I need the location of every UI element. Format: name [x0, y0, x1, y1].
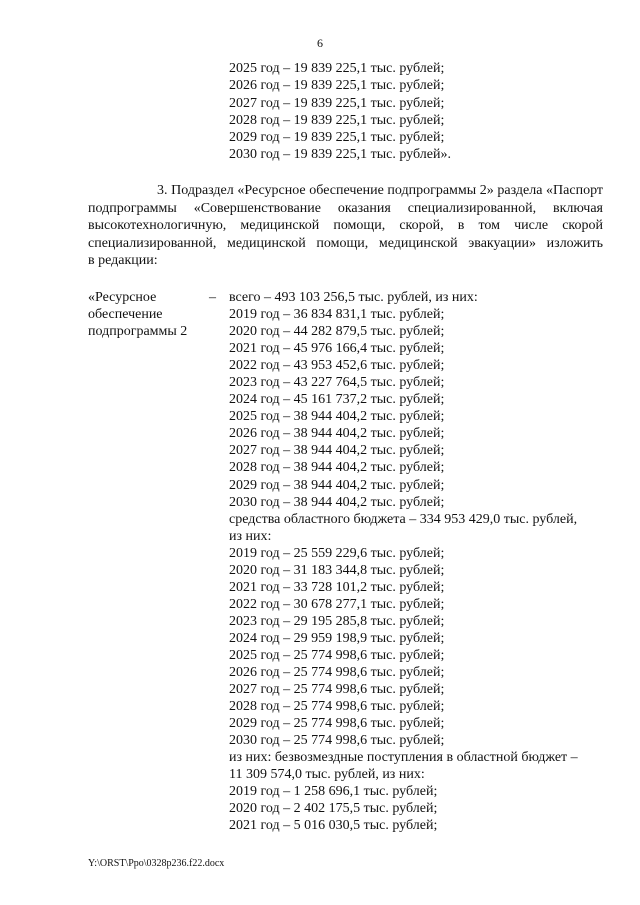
value-line: 2022 год – 30 678 277,1 тыс. рублей;	[229, 596, 445, 612]
paragraph-line: в редакции:	[88, 253, 158, 269]
value-line: 2019 год – 1 258 696,1 тыс. рублей;	[229, 784, 438, 800]
year-line: 2025 год – 19 839 225,1 тыс. рублей;	[229, 61, 445, 76]
value-line: 2020 год – 44 282 879,5 тыс. рублей;	[229, 324, 445, 340]
value-line: 2020 год – 2 402 175,5 тыс. рублей;	[229, 801, 438, 817]
value-line: 2025 год – 25 774 998,6 тыс. рублей;	[229, 647, 445, 663]
resource-values	[229, 289, 578, 835]
paragraph-line: 3. Подраздел «Ресурсное обеспечение подпрограммы 2» раздела «Паспорт	[157, 183, 603, 198]
value-line: 2021 год – 33 728 101,2 тыс. рублей;	[229, 579, 445, 595]
value-line: 2029 год – 38 944 404,2 тыс. рублей;	[229, 477, 445, 493]
value-line: из них: безвозмездные поступления в областной бюджет –	[229, 750, 578, 766]
value-line: 2028 год – 38 944 404,2 тыс. рублей;	[229, 460, 445, 476]
year-line: 2030 год – 19 839 225,1 тыс. рублей».	[229, 147, 451, 163]
value-line: 2020 год – 31 183 344,8 тыс. рублей;	[229, 562, 445, 578]
section-paragraph	[88, 182, 603, 270]
value-line: 2030 год – 38 944 404,2 тыс. рублей;	[229, 494, 445, 510]
value-line: 2029 год – 25 774 998,6 тыс. рублей;	[229, 716, 445, 732]
paragraph-line: подпрограммы «Совершенствование оказания специализированной, включая	[88, 200, 603, 216]
value-line: 2021 год – 45 976 166,4 тыс. рублей;	[229, 341, 445, 357]
resource-label	[88, 289, 187, 340]
value-line: 2026 год – 25 774 998,6 тыс. рублей;	[229, 665, 445, 681]
value-line: 2028 год – 25 774 998,6 тыс. рублей;	[229, 699, 445, 715]
value-line: 2023 год – 29 195 285,8 тыс. рублей;	[229, 613, 445, 629]
year-line: 2029 год – 19 839 225,1 тыс. рублей;	[229, 130, 445, 146]
top-year-list	[229, 60, 451, 164]
value-line: 2027 год – 25 774 998,6 тыс. рублей;	[229, 682, 445, 698]
value-line: 2024 год – 29 959 198,9 тыс. рублей;	[229, 630, 445, 646]
file-path-footer: Y:\ORST\Ppo\0328p236.f22.docx	[88, 858, 225, 869]
value-line: 11 309 574,0 тыс. рублей, из них:	[229, 767, 425, 783]
value-line: 2024 год – 45 161 737,2 тыс. рублей;	[229, 392, 445, 408]
value-line: 2019 год – 25 559 229,6 тыс. рублей;	[229, 545, 445, 561]
page-number: 6	[317, 36, 323, 50]
value-line: средства областного бюджета – 334 953 429,0 тыс. рублей,	[229, 511, 578, 527]
value-line: 2030 год – 25 774 998,6 тыс. рублей;	[229, 733, 445, 749]
value-line: 2021 год – 5 016 030,5 тыс. рублей;	[229, 818, 438, 834]
year-line: 2028 год – 19 839 225,1 тыс. рублей;	[229, 112, 445, 128]
value-line: всего – 493 103 256,5 тыс. рублей, из них:	[229, 290, 478, 305]
year-line: 2027 год – 19 839 225,1 тыс. рублей;	[229, 95, 445, 111]
paragraph-line: специализированной, медицинской помощи, медицинской эвакуации» изложить	[88, 235, 603, 251]
label-line: «Ресурсное	[88, 290, 157, 305]
value-line: 2027 год – 38 944 404,2 тыс. рублей;	[229, 443, 445, 459]
value-line: 2019 год – 36 834 831,1 тыс. рублей;	[229, 307, 445, 323]
label-line: подпрограммы 2	[88, 324, 188, 339]
value-line: 2026 год – 38 944 404,2 тыс. рублей;	[229, 426, 445, 442]
paragraph-line: высокотехнологичную, медицинской помощи, скорой, в том числе скорой	[88, 218, 603, 234]
value-line: 2022 год – 43 953 452,6 тыс. рублей;	[229, 358, 445, 374]
label-line: обеспечение	[88, 307, 163, 322]
value-line: 2023 год – 43 227 764,5 тыс. рублей;	[229, 375, 445, 391]
value-line: 2025 год – 38 944 404,2 тыс. рублей;	[229, 409, 445, 425]
year-line: 2026 год – 19 839 225,1 тыс. рублей;	[229, 78, 445, 94]
label-dash: –	[209, 290, 216, 305]
value-line: из них:	[229, 528, 272, 544]
